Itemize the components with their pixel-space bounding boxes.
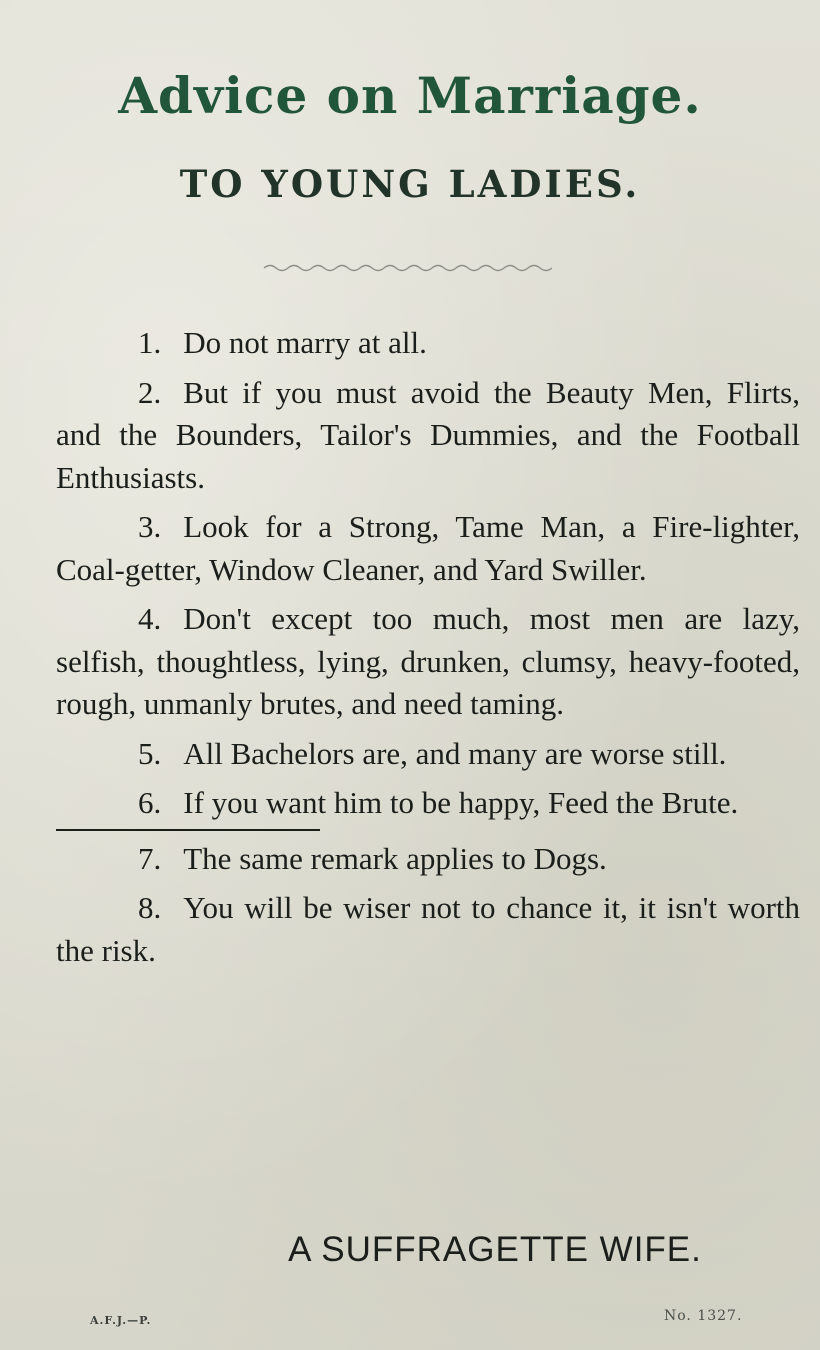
advice-number: 2. (138, 374, 162, 410)
advice-item-6 (56, 782, 800, 825)
advice-list (56, 322, 800, 972)
advice-text: Don't except too much, most men are lazy, selfish, thoughtless, lying, drunken, clumsy, heavy-footed, rough, unmanly brutes, and need taming. (56, 601, 800, 721)
advice-number: 8. (138, 890, 162, 925)
advice-number: 1. (138, 325, 162, 360)
advice-item-3 (56, 506, 800, 591)
advice-text: But if you must avoid the Beauty Men, Flirts, and the Bounders, Tailor's Dummies, and the Football Enthusiasts. (56, 374, 800, 495)
advice-item-7 (56, 838, 800, 881)
advice-item-2 (56, 372, 800, 500)
publisher-mark: A.F.J.—P. (90, 1314, 152, 1327)
advice-text: Do not marry at all. (183, 325, 427, 360)
advice-text: Look for a Strong, Tame Man, a Fire-lighter, Coal-getter, Window Cleaner, and Yard Swiller. (56, 509, 800, 587)
advice-number: 5. (138, 735, 162, 771)
divider-rule (56, 829, 320, 831)
advice-item-1 (56, 322, 800, 365)
signature: A SUFFRAGETTE WIFE. (288, 1230, 702, 1269)
advice-number: 6. (138, 785, 162, 820)
advice-item-5 (56, 733, 800, 776)
advice-text: You will be wiser not to chance it, it isn't worth the risk. (56, 890, 800, 968)
card-number: No. 1327. (664, 1308, 743, 1324)
advice-number: 7. (138, 840, 162, 876)
advice-item-8 (56, 887, 800, 972)
decorative-flourish (262, 258, 552, 278)
advice-item-4 (56, 598, 800, 726)
advice-text: All Bachelors are, and many are worse still. (183, 735, 727, 771)
card-title: Advice on Marriage. (118, 66, 702, 125)
advice-number: 4. (138, 601, 162, 636)
advice-number: 3. (138, 509, 162, 544)
advice-text: The same remark applies to Dogs. (183, 840, 607, 876)
card-subtitle: TO YOUNG LADIES. (179, 162, 641, 206)
advice-text: If you want him to be happy, Feed the Brute. (183, 785, 739, 820)
